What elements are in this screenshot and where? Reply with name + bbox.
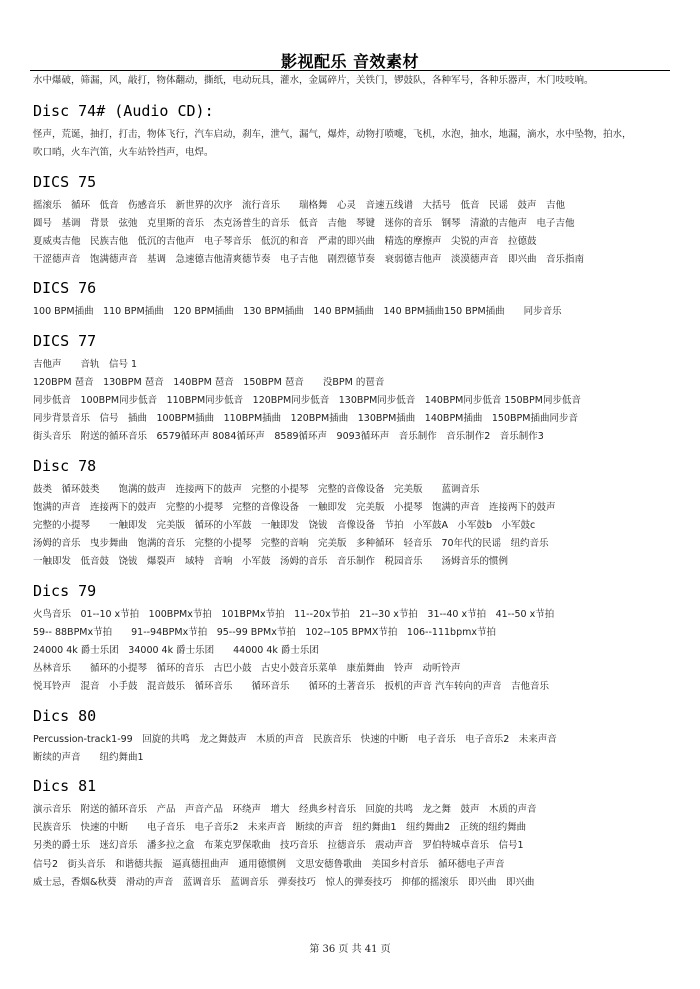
section-heading: Dics 79 (33, 581, 97, 600)
section (33, 101, 669, 162)
section-line: 120BPM 琶音 130BPM 琶音 140BPM 琶音 150BPM 琶音 没BPM 的琶音 (33, 376, 385, 388)
section (33, 456, 669, 572)
sections-container (33, 101, 669, 892)
section (33, 706, 669, 767)
section-line: 汤姆的音乐 曳步舞曲 饱满的音乐 完整的小提琴 完整的音响 完美版 多种循环 轻音乐 70年代的民谣 纽约音乐 (33, 538, 549, 550)
section-line: 民族音乐 快速的中断 电子音乐 电子音乐2 未来声音 断续的声音 纽约舞曲1 纽约舞曲2 正统的纽约舞曲 (33, 822, 527, 834)
section-line: 街头音乐 附送的循环音乐 6579循环声 8084循环声 8589循环声 9093循环声 音乐制作 音乐制作2 音乐制作3 (33, 431, 544, 443)
section (33, 172, 669, 270)
section (33, 278, 669, 321)
section (33, 331, 669, 447)
section-line: 夏威夷吉他 民族吉他 低沉的吉他声 电子琴音乐 低沉的和音 严肃的即兴曲 精选的摩擦声 尖锐的声音 拉德鼓 (33, 236, 537, 248)
section-line: 吉他声 音轨 信号 1 (33, 358, 138, 370)
section-line: 同步背景音乐 信号 插曲 100BPM插曲 110BPM插曲 120BPM插曲 130BPM插曲 140BPM插曲 150BPM插曲同步音 (33, 413, 578, 425)
section-line: 吹口哨，火车汽笛，火车站铃挡声，电焊。 (33, 147, 214, 159)
section-line: 信号2 街头音乐 和谐德共振 逼真德扭曲声 通用德惯例 文思安德鲁歌曲 美国乡村音乐 循环德电子声音 (33, 858, 505, 870)
section-line: 演示音乐 附送的循环音乐 产品 声音产品 环绕声 增大 经典乡村音乐 回旋的共鸣 龙之舞 鼓声 木质的声音 (33, 804, 537, 816)
section-line: 威士忌，香烟&秋葵 滑动的声音 蓝调音乐 蓝调音乐 弹奏技巧 惊人的弹奏技巧 抑郁的摇滚乐 即兴曲 即兴曲 (33, 876, 535, 888)
section-heading: DICS 77 (33, 331, 97, 350)
section-heading: Dics 80 (33, 706, 97, 725)
section-heading: DICS 75 (33, 172, 97, 191)
section-line: 鼓类 循环鼓类 饱满的鼓声 连接两下的鼓声 完整的小提琴 完整的音像设备 完美版 蓝调音乐 (33, 483, 480, 495)
section-line: 怪声，荒诞，抽打，打击，物体飞行，汽车启动，刹车，泄气，漏气，爆炸，动物打喷嚏，飞机，水泡，抽水，地漏，滴水，水中坠物，拍水， (33, 129, 632, 141)
section-line: 圆号 基调 背景 弦弛 克里斯的音乐 杰克汤普生的音乐 低音 吉他 琴键 迷你的音乐 钢琴 清澈的吉他声 电子吉他 (33, 217, 575, 229)
document-body (33, 72, 669, 892)
section-line: 饱满的声音 连接两下的鼓声 完整的小提琴 完整的音像设备 一触即发 完美版 小提琴 饱满的声音 连接两下的鼓声 (33, 501, 556, 513)
intro-line: 水中爆破，筛漏，风，敲打，物体翻动，撕纸，电动玩具，灌水，金属碎片，关铁门，锣鼓队，各种军号，各种乐器声，木门吱吱响。 (33, 75, 594, 86)
section-heading: Disc 78 (33, 456, 97, 475)
section-line: 59-- 88BPMx节拍 91--94BPMx节拍 95--99 BPMx节拍 102--105 BPMX节拍 106--111bpmx节拍 (33, 626, 496, 638)
section (33, 776, 669, 892)
section-line: 悦耳铃声 混音 小手鼓 混音鼓乐 循环音乐 循环音乐 循环的土著音乐 扳机的声音 汽车转向的声音 吉他音乐 (33, 681, 550, 693)
section-line: 同步低音 100BPM同步低音 110BPM同步低音 120BPM同步低音 130BPM同步低音 140BPM同步低音 150BPM同步低音 (33, 395, 581, 407)
section-heading: DICS 76 (33, 279, 97, 298)
section-line: 另类的爵士乐 迷幻音乐 潘多拉之盒 布莱克罗保歌曲 技巧音乐 拉德音乐 震动声音 罗伯特城卓音乐 信号1 (33, 840, 524, 852)
section-line: 丛林音乐 循环的小提琴 循环的音乐 古巴小鼓 古史小鼓音乐菜单 康茄舞曲 铃声 动听铃声 (33, 663, 461, 675)
section-line: 干涩德声音 饱满德声音 基调 急速德吉他清爽德节奏 电子吉他 剧烈德节奏 衰弱德吉他声 淡漠德声音 即兴曲 音乐指南 (33, 254, 585, 266)
section-line: 24000 4k 爵士乐团 34000 4k 爵士乐团 44000 4k 爵士乐团 (33, 645, 319, 657)
page-header-title: 影视配乐 音效素材 (280, 52, 420, 71)
section-line: 火鸟音乐 01--10 x节拍 100BPMx节拍 101BPMx节拍 11--20x节拍 21--30 x节拍 31--40 x节拍 41--50 x节拍 (33, 608, 555, 620)
section-line: Percussion-track1-99 回旋的共鸣 龙之舞鼓声 木质的声音 民族音乐 快速的中断 电子音乐 电子音乐2 未来声音 (33, 733, 557, 745)
section-heading: Dics 81 (33, 777, 97, 796)
section-heading: Disc 74# (Audio CD): (33, 102, 214, 121)
section-line: 100 BPM插曲 110 BPM插曲 120 BPM插曲 130 BPM插曲 140 BPM插曲 140 BPM插曲150 BPM插曲 同步音乐 (33, 306, 562, 318)
section-line: 完整的小提琴 一触即发 完美版 循环的小军鼓 一触即发 饶钹 音像设备 节拍 小军鼓A 小军鼓b 小军鼓c (33, 520, 536, 532)
header-divider (30, 70, 670, 71)
section (33, 581, 669, 697)
section-line: 断续的声音 纽约舞曲1 (33, 751, 144, 763)
section-line: 摇滚乐 循环 低音 伤感音乐 新世界的次序 流行音乐 瑞格舞 心灵 音速五线谱 大括号 低音 民谣 鼓声 吉他 (33, 199, 566, 211)
page-footer: 第 36 页 共 41 页 (309, 944, 391, 955)
section-line: 一触即发 低音鼓 饶钹 爆裂声 域特 音响 小军鼓 汤姆的音乐 音乐制作 税园音乐 汤姆音乐的惯例 (33, 556, 509, 568)
